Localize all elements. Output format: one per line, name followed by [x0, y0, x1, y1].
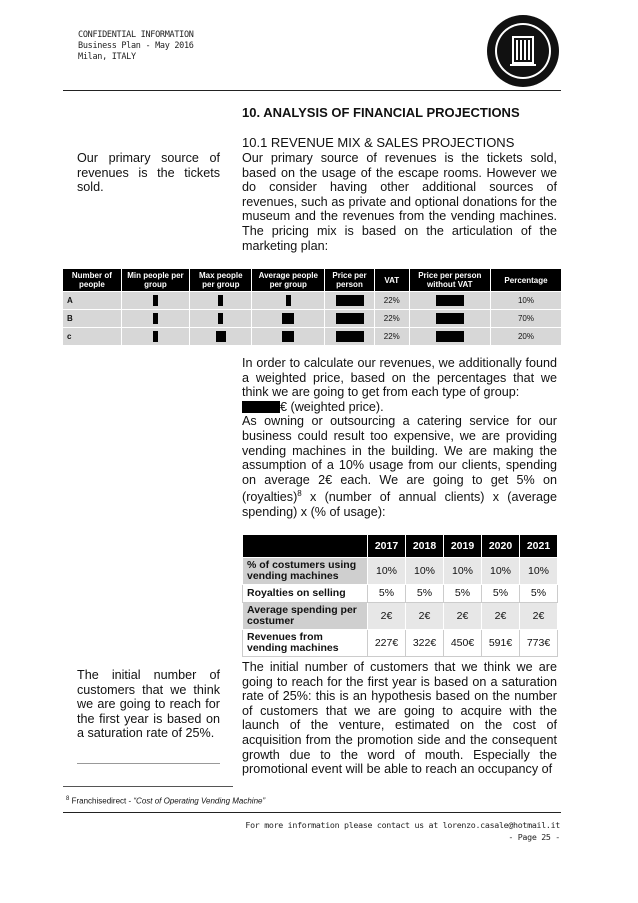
- year-header: 2018: [406, 535, 444, 558]
- weighted-price-paragraph: [242, 356, 557, 520]
- redacted-cell: [325, 310, 375, 328]
- footnote-rule: [63, 786, 233, 787]
- value-cell: 450€: [444, 630, 482, 657]
- year-header: 2017: [368, 535, 406, 558]
- side-note-customers: The initial number of customers that we think we are going to reach for the first year is based on a saturation rate of 25%.: [77, 668, 220, 741]
- row-label: Revenues from vending machines: [243, 630, 368, 657]
- value-cell: 2€: [482, 603, 520, 630]
- year-header: 2021: [520, 535, 558, 558]
- redacted-cell: [121, 310, 189, 328]
- row-label: Royalties on selling: [243, 585, 368, 603]
- table-header-row: [63, 269, 562, 292]
- footnote-ref: 8: [297, 489, 302, 499]
- company-logo: [486, 14, 560, 88]
- redacted-cell: [190, 292, 252, 310]
- redacted-cell: [252, 328, 325, 346]
- col-header: Percentage: [491, 269, 562, 292]
- table-row: [63, 292, 562, 310]
- vat-cell: 22%: [374, 328, 409, 346]
- col-header: Min people per group: [121, 269, 189, 292]
- redacted-cell: [325, 292, 375, 310]
- year-header: 2020: [482, 535, 520, 558]
- value-cell: 227€: [368, 630, 406, 657]
- vat-cell: 22%: [374, 310, 409, 328]
- year-header: 2019: [444, 535, 482, 558]
- customers-paragraph: The initial number of customers that we think we are going to reach for the first year is based on a saturation rate of 25%: this is an hypothesis based on the number of customers that we are going to acquire with the launch of the venture, estimated on the cost of acquisition from the promotion side and the consequent growth due to the word of mouth. Especially the promotional event will be able to reach an occupancy of: [242, 660, 557, 777]
- footer-rule: [63, 812, 561, 813]
- table-row: [243, 603, 558, 630]
- value-cell: 5%: [406, 585, 444, 603]
- footnote-source: Franchisedirect -: [69, 796, 134, 806]
- table-row: [63, 328, 562, 346]
- value-cell: 10%: [368, 558, 406, 585]
- vending-intro-text: As owning or outsourcing a catering service for our business could result too expensive, we are providing vending machines in the building. We are making the assumption of a 10% usage from our clients, spending on average 2€ each. We are going to get 5% on (royalties): [242, 414, 557, 505]
- footnote-number: 8: [66, 796, 70, 802]
- weighted-price-suffix: € (weighted price).: [280, 399, 384, 414]
- redacted-cell: [409, 292, 490, 310]
- redacted-cell: [252, 310, 325, 328]
- subsection-title: 10.1 REVENUE MIX & SALES PROJECTIONS: [242, 135, 515, 150]
- footnote: [66, 796, 265, 806]
- side-note-revenue: Our primary source of revenues is the tickets sold.: [77, 151, 220, 195]
- table-row: [243, 558, 558, 585]
- row-label: B: [63, 310, 122, 328]
- document-header: [78, 30, 194, 63]
- document-footer: [245, 820, 560, 843]
- vat-cell: 22%: [374, 292, 409, 310]
- contact-info: For more information please contact us at lorenzo.casale@hotmail.it: [245, 820, 560, 830]
- value-cell: 2€: [520, 603, 558, 630]
- pricing-mix-table: [62, 268, 562, 346]
- row-label: % of costumers using vending machines: [243, 558, 368, 585]
- percentage-cell: 10%: [491, 292, 562, 310]
- location: Milan, ITALY: [78, 52, 136, 62]
- value-cell: 5%: [520, 585, 558, 603]
- col-header: Average people per group: [252, 269, 325, 292]
- redacted-cell: [325, 328, 375, 346]
- footnote-title: “Cost of Operating Vending Machine”: [133, 796, 266, 806]
- table-row: [243, 630, 558, 657]
- col-header: Number of people: [63, 269, 122, 292]
- redacted-cell: [190, 310, 252, 328]
- redacted-cell: [190, 328, 252, 346]
- redacted-cell: [121, 292, 189, 310]
- page-number: - Page 25 -: [508, 831, 560, 842]
- value-cell: 773€: [520, 630, 558, 657]
- vending-formula-text: x (number of annual clients) x (average spending) x (% of usage):: [242, 490, 557, 520]
- redacted-cell: [409, 310, 490, 328]
- weighted-price-text: In order to calculate our revenues, we additionally found a weighted price, based on the percentages that we think we are going to get from each type of group:: [242, 356, 557, 400]
- percentage-cell: 20%: [491, 328, 562, 346]
- value-cell: 10%: [520, 558, 558, 585]
- value-cell: 2€: [406, 603, 444, 630]
- confidential-label: CONFIDENTIAL INFORMATION: [78, 30, 194, 40]
- intro-paragraph: Our primary source of revenues is the tickets sold, based on the usage of the escape rooms. However we do consider having other additional sources of revenues, such as private and optional donations for the museum and the revenues from the vending machines. The pricing mix is based on the articulation of the marketing plan:: [242, 151, 557, 253]
- col-header: VAT: [374, 269, 409, 292]
- value-cell: 2€: [444, 603, 482, 630]
- redacted-cell: [252, 292, 325, 310]
- blank-header: [243, 535, 368, 558]
- vending-machines-table: [242, 534, 558, 657]
- row-label: c: [63, 328, 122, 346]
- table-row: [63, 310, 562, 328]
- side-note-rule: [77, 763, 220, 764]
- value-cell: 322€: [406, 630, 444, 657]
- percentage-cell: 70%: [491, 310, 562, 328]
- col-header: Price per person: [325, 269, 375, 292]
- plan-date: Business Plan - May 2016: [78, 41, 194, 51]
- value-cell: 2€: [368, 603, 406, 630]
- value-cell: 10%: [482, 558, 520, 585]
- col-header: Max people per group: [190, 269, 252, 292]
- value-cell: 5%: [444, 585, 482, 603]
- row-label: A: [63, 292, 122, 310]
- value-cell: 10%: [444, 558, 482, 585]
- value-cell: 5%: [482, 585, 520, 603]
- redacted-weighted-price: [242, 401, 280, 413]
- section-title: 10. ANALYSIS OF FINANCIAL PROJECTIONS: [242, 105, 520, 120]
- col-header: Price per person without VAT: [409, 269, 490, 292]
- value-cell: 10%: [406, 558, 444, 585]
- redacted-cell: [409, 328, 490, 346]
- value-cell: 591€: [482, 630, 520, 657]
- table-row: [243, 585, 558, 603]
- value-cell: 5%: [368, 585, 406, 603]
- header-rule: [63, 90, 561, 91]
- row-label: Average spending per costumer: [243, 603, 368, 630]
- year-header-row: [243, 535, 558, 558]
- redacted-cell: [121, 328, 189, 346]
